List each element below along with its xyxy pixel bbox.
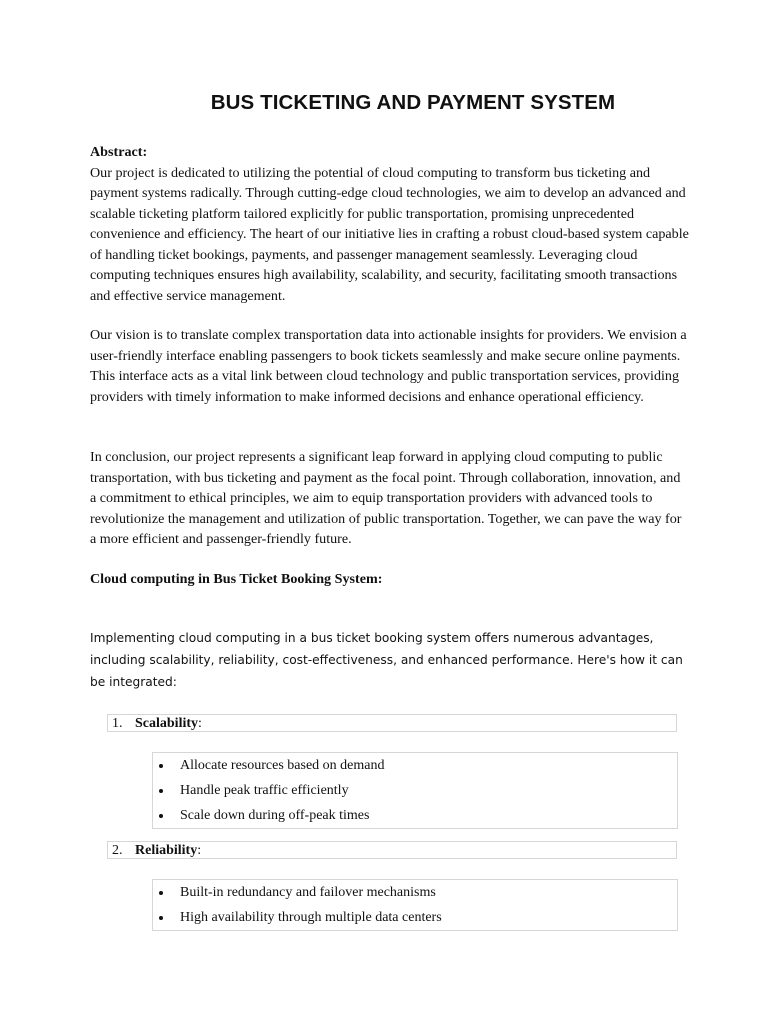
list-number: 1.	[112, 716, 123, 731]
bullet-text: Scale down during off-peak times	[180, 808, 370, 823]
document-title: BUS TICKETING AND PAYMENT SYSTEM	[210, 91, 616, 114]
bullet-icon	[159, 891, 163, 895]
list-number: 2.	[112, 843, 123, 858]
vision-section	[90, 325, 690, 407]
bullet-text: Built-in redundancy and failover mechanisms	[180, 885, 436, 900]
list-label-suffix: :	[197, 843, 202, 858]
intro-paragraph: Implementing cloud computing in a bus ticket booking system offers numerous advantages, including scalability, reliability, cost-effectiveness, and enhanced performance. Here's how it can be integrated:	[90, 631, 683, 689]
list-item-scalability	[107, 714, 677, 732]
list-label-bold: Scalability	[135, 716, 199, 731]
section-heading: Cloud computing in Bus Ticket Booking System:	[90, 571, 383, 587]
bullet-list-scalability	[152, 752, 678, 829]
list-item	[153, 880, 677, 905]
conclusion-section	[90, 447, 690, 550]
abstract-paragraph-2: Our vision is to translate complex transportation data into actionable insights for providers. We envision a user-friendly interface enabling passengers to book tickets seamlessly and make secure online payments. This interface acts as a vital link between cloud technology and public transportation services, providing providers with timely information to make informed decisions and enhance operational efficiency.	[90, 327, 687, 405]
list-item	[153, 778, 677, 803]
bullet-text: Handle peak traffic efficiently	[180, 783, 349, 798]
bullet-text: Allocate resources based on demand	[180, 758, 385, 773]
list-label	[135, 715, 202, 732]
list-item-reliability	[107, 841, 677, 859]
bullet-list-reliability	[152, 879, 678, 931]
list-label-suffix: :	[198, 716, 202, 731]
abstract-section	[90, 142, 690, 306]
bullet-icon	[159, 916, 163, 920]
list-item	[153, 905, 677, 930]
list-label	[135, 842, 201, 859]
list-item	[153, 803, 677, 828]
bullet-icon	[159, 789, 163, 793]
abstract-heading: Abstract:	[90, 144, 148, 160]
abstract-paragraph-1: Our project is dedicated to utilizing the potential of cloud computing to transform bus ticketing and payment systems radically. Through cutting-edge cloud technologies, we aim to develop an advanced and scalable ticketing platform tailored explicitly for public transportation, promising unprecedented convenience and efficiency. The heart of our initiative lies in crafting a robust cloud-based system capable of handling ticket bookings, payments, and passenger management seamlessly. Leveraging cloud computing techniques ensures high availability, scalability, and security, facilitating smooth transactions and effective service management.	[90, 164, 689, 304]
abstract-paragraph-3: In conclusion, our project represents a significant leap forward in applying cloud computing to public transportation, with bus ticketing and payment as the focal point. Through collaboration, innovation, and a commitment to ethical principles, we aim to equip transportation providers with advanced tools to revolutionize the management and utilization of public transportation. Together, we can pave the way for a more efficient and passenger-friendly future.	[90, 449, 682, 547]
bullet-text: High availability through multiple data centers	[180, 910, 442, 925]
list-label-bold: Reliability	[135, 843, 198, 858]
bullet-icon	[159, 764, 163, 768]
bullet-icon	[159, 814, 163, 818]
list-item	[153, 753, 677, 778]
